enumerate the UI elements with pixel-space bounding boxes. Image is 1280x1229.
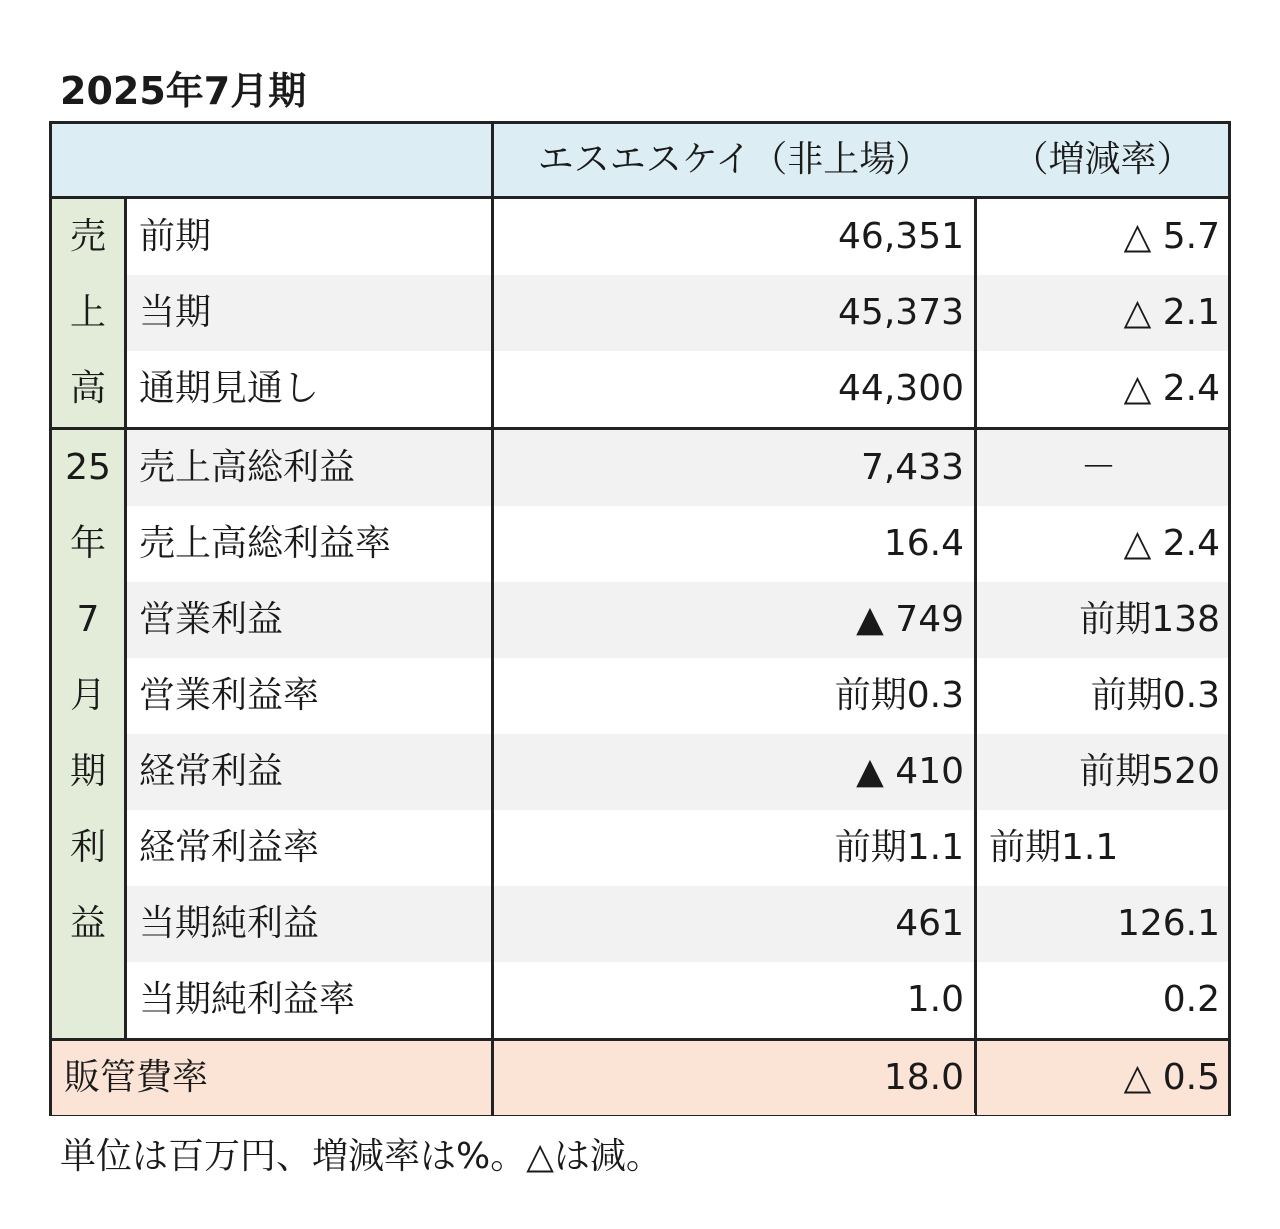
table-header bbox=[52, 124, 1228, 199]
row-value: 1.0 bbox=[906, 979, 964, 1020]
row-label: 経常利益 bbox=[139, 751, 284, 792]
footer-label: 販管費率 bbox=[64, 1057, 209, 1098]
side-char: 期 bbox=[69, 751, 106, 792]
side-char: 月 bbox=[69, 675, 106, 716]
row-label: 売上高総利益 bbox=[139, 447, 356, 488]
side-char: 高 bbox=[69, 368, 106, 409]
side-char: 売 bbox=[69, 216, 106, 257]
table-row bbox=[127, 199, 1228, 275]
sales-side-label bbox=[52, 199, 127, 427]
table-row bbox=[127, 886, 1228, 962]
side-char: 年 bbox=[69, 523, 106, 564]
row-value: 前期1.1 bbox=[834, 827, 964, 868]
row-rate: － bbox=[1080, 447, 1117, 488]
footnote: 単位は百万円、増減率は%。△は減。 bbox=[60, 1136, 662, 1177]
row-rate: 126.1 bbox=[1116, 903, 1220, 944]
side-char: 上 bbox=[69, 292, 106, 333]
row-rate: 前期520 bbox=[1079, 751, 1220, 792]
row-rate: 前期0.3 bbox=[1090, 675, 1220, 716]
row-label: 前期 bbox=[139, 216, 212, 257]
row-label: 営業利益 bbox=[139, 599, 284, 640]
row-rate: △ 2.4 bbox=[1123, 523, 1220, 564]
footer-row bbox=[52, 1041, 1228, 1115]
profit-side-label bbox=[52, 430, 127, 1039]
table-row bbox=[127, 275, 1228, 351]
row-value: 44,300 bbox=[838, 368, 964, 409]
row-rate: 前期1.1 bbox=[989, 827, 1119, 868]
row-label: 通期見通し bbox=[139, 368, 320, 409]
row-rate: △ 5.7 bbox=[1123, 216, 1220, 257]
row-rate: △ 2.1 bbox=[1123, 292, 1220, 333]
header-company: エスエスケイ（非上場） bbox=[537, 139, 932, 180]
side-char: 25 bbox=[65, 447, 111, 488]
table-row bbox=[127, 658, 1228, 734]
row-value: 45,373 bbox=[838, 292, 964, 333]
side-char: 利 bbox=[69, 827, 106, 868]
row-value: ▲ 749 bbox=[856, 599, 964, 640]
row-label: 経常利益率 bbox=[139, 827, 320, 868]
row-value: 16.4 bbox=[883, 523, 964, 564]
column-divider bbox=[974, 199, 977, 1113]
row-value: 46,351 bbox=[838, 216, 964, 257]
row-label: 当期 bbox=[139, 292, 212, 333]
row-rate: 前期138 bbox=[1079, 599, 1220, 640]
row-value: 461 bbox=[895, 903, 964, 944]
header-rate: （増減率） bbox=[1012, 139, 1193, 180]
table-row bbox=[127, 810, 1228, 886]
row-rate: 0.2 bbox=[1162, 979, 1220, 1020]
page-title: 2025年7月期 bbox=[60, 69, 307, 113]
table-row bbox=[127, 430, 1228, 506]
row-label: 売上高総利益率 bbox=[139, 523, 392, 564]
row-value: ▲ 410 bbox=[856, 751, 964, 792]
side-char: 7 bbox=[76, 599, 100, 640]
row-rate: △ 2.4 bbox=[1123, 368, 1220, 409]
table-row bbox=[127, 506, 1228, 582]
row-label: 営業利益率 bbox=[139, 675, 320, 716]
footer-value: 18.0 bbox=[883, 1057, 964, 1098]
footer-rate: △ 0.5 bbox=[1123, 1057, 1220, 1098]
table-row bbox=[127, 351, 1228, 427]
financial-table bbox=[49, 121, 1231, 1116]
row-label: 当期純利益 bbox=[139, 903, 320, 944]
column-divider bbox=[491, 124, 494, 1113]
table-row bbox=[127, 734, 1228, 810]
table-row bbox=[127, 962, 1228, 1038]
side-char: 益 bbox=[69, 903, 106, 944]
row-label: 当期純利益率 bbox=[139, 979, 356, 1020]
row-value: 前期0.3 bbox=[834, 675, 964, 716]
table-row bbox=[127, 582, 1228, 658]
row-value: 7,433 bbox=[860, 447, 964, 488]
